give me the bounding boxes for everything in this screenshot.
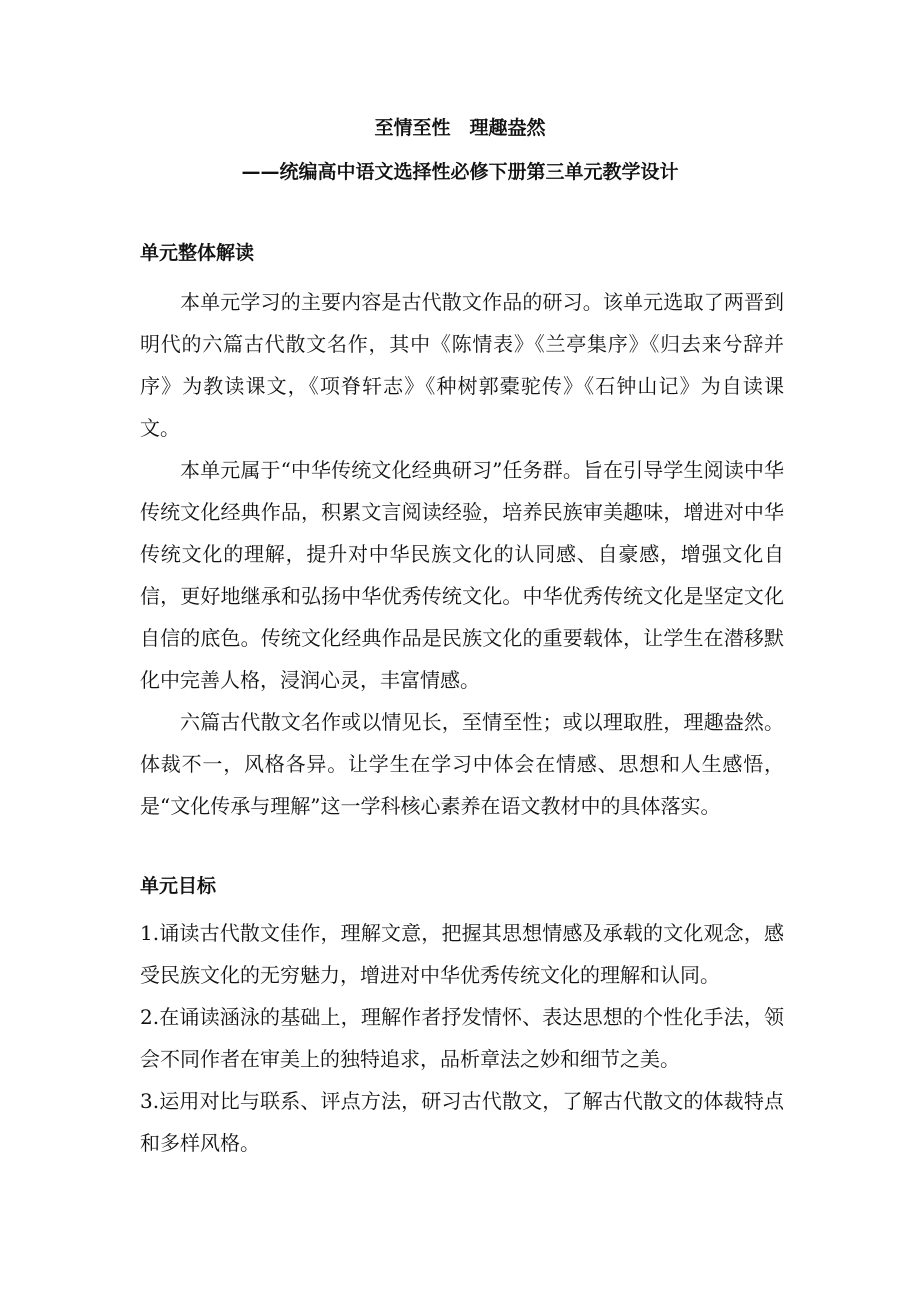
document-subtitle: ——统编高中语文选择性必修下册第三单元教学设计 <box>241 161 679 183</box>
goal-number: 1. <box>140 921 160 945</box>
goal-item-3 <box>140 1080 784 1164</box>
goal-item-1 <box>140 912 784 996</box>
goal-text: 诵读古代散文佳作，理解文意，把握其思想情感及承载的文化观念，感受民族文化的无穷魅力，增进对中华优秀传统文化的理解和认同。 <box>140 921 784 987</box>
goal-text: 在诵读涵泳的基础上，理解作者抒发情怀、表达思想的个性化手法，领会不同作者在审美上的独特追求，品析章法之妙和细节之美。 <box>140 1005 784 1071</box>
document-title: 至情至性 理趣盎然 <box>374 117 546 139</box>
section-heading-goals: 单元目标 <box>140 875 217 897</box>
paragraph-task-group: 本单元属于“中华传统文化经典研习”任务群。旨在引导学生阅读中华传统文化经典作品，积累文言阅读经验，培养民族审美趣味，增进对中华传统文化的理解，提升对中华民族文化的认同感、自豪感，增强文化自信，更好地继承和弘扬中华优秀传统文化。中华优秀传统文化是坚定文化自信的底色。传统文化经典作品是民族文化的重要载体，让学生在潜移默化中完善人格，浸润心灵，丰富情感。 <box>140 458 784 692</box>
section-heading-interpretation: 单元整体解读 <box>140 242 255 264</box>
paragraph-content-overview: 本单元学习的主要内容是古代散文作品的研习。该单元选取了两晋到明代的六篇古代散文名作，其中《陈情表》《兰亭集序》《归去来兮辞并序》为教读课文，《项脊轩志》《种树郭橐驼传》《石钟山记》为自读课文。 <box>140 290 784 440</box>
goal-number: 2. <box>140 1005 160 1029</box>
paragraph-styles: 六篇古代散文名作或以情见长，至情至性；或以理取胜，理趣盎然。体裁不一，风格各异。让学生在学习中体会在情感、思想和人生感悟，是“文化传承与理解”这一学科核心素养在语文教材中的具体落实。 <box>140 710 784 818</box>
goal-item-2 <box>140 996 784 1080</box>
goal-number: 3. <box>140 1089 160 1113</box>
goal-text: 运用对比与联系、评点方法，研习古代散文，了解古代散文的体裁特点和多样风格。 <box>140 1089 784 1155</box>
